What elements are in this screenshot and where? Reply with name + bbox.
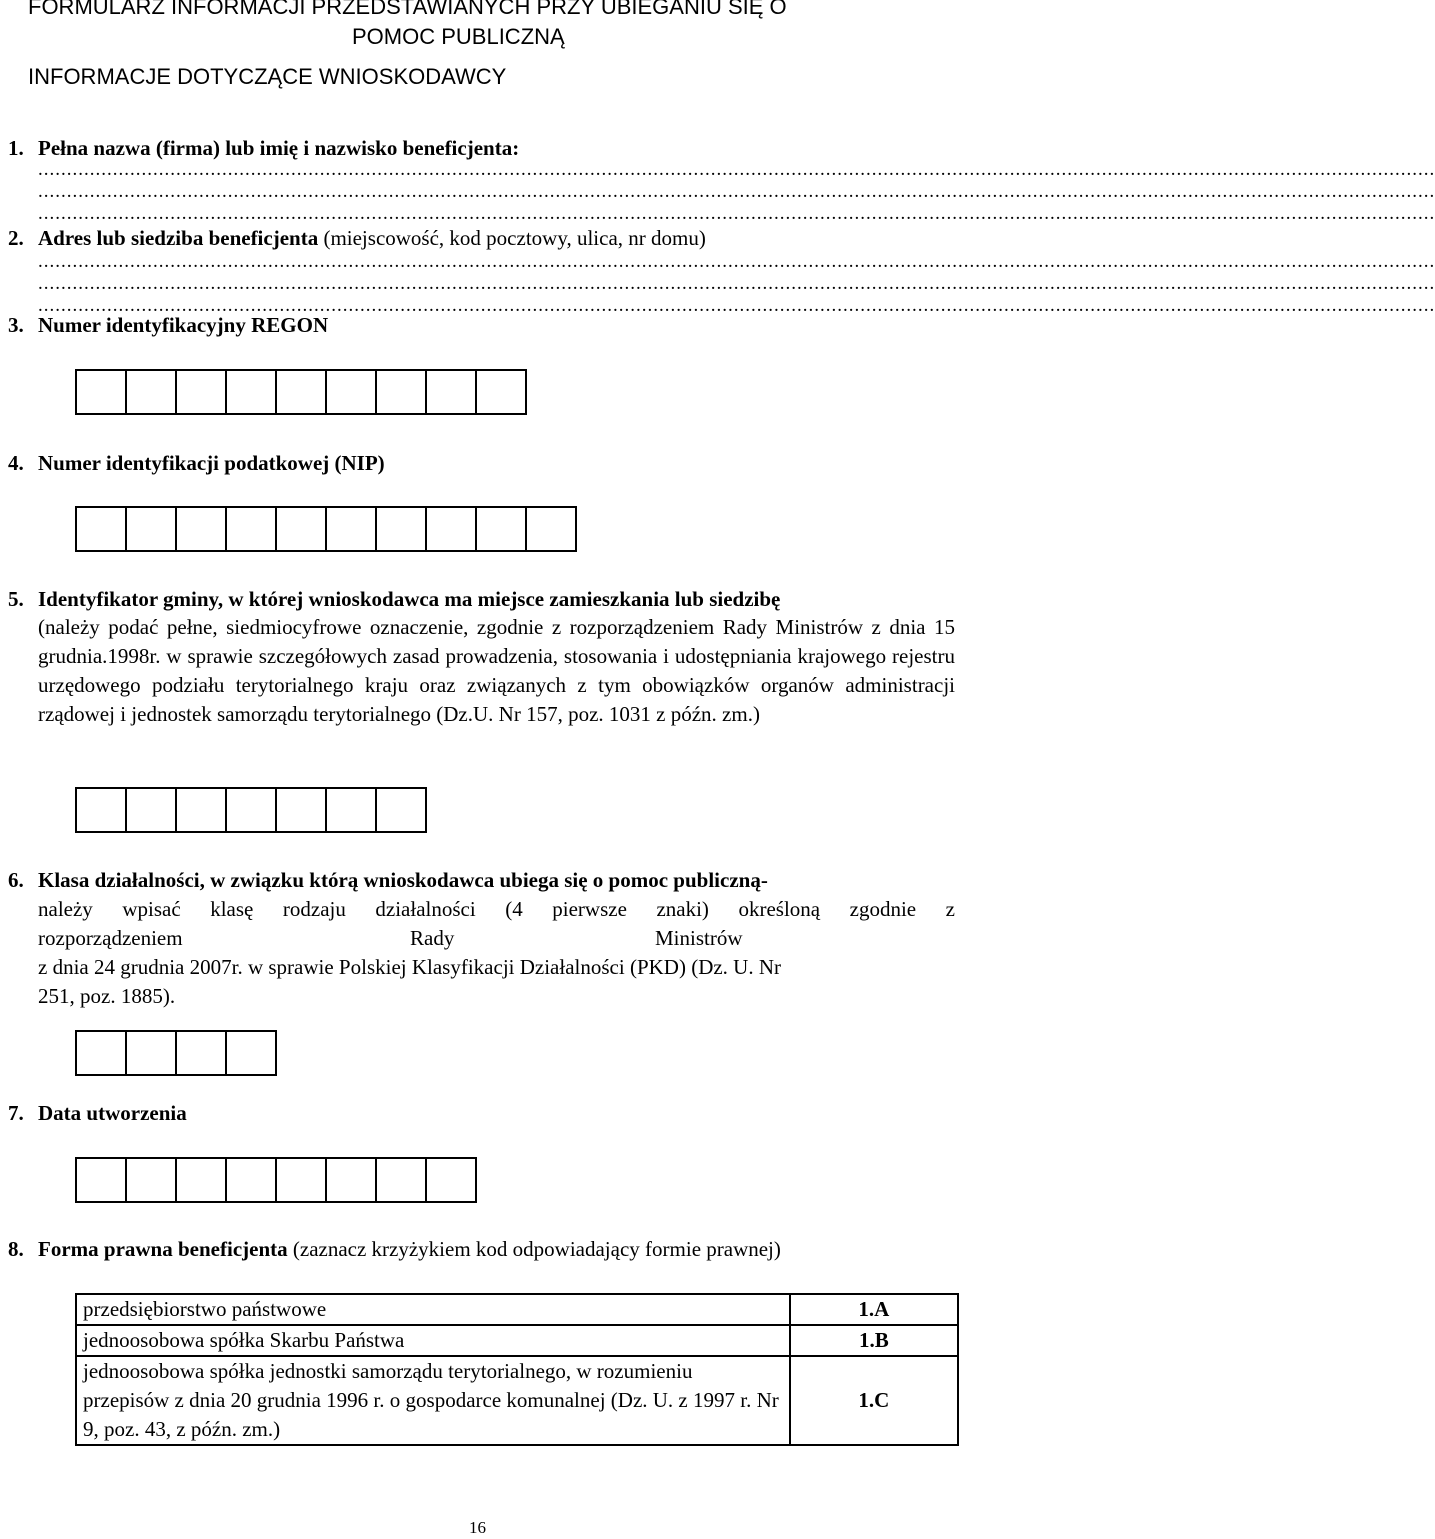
item-2-dotted-line[interactable]: ................................................................................................................................................................................................................................................... [38,251,1435,272]
digit-box[interactable] [425,1157,477,1203]
item-1-dotted-line[interactable]: ................................................................................................................................................................................................................................................... [38,159,1435,180]
item-4-number: 4. [8,451,24,475]
item-1-dotted-line[interactable]: ................................................................................................................................................................................................................................................... [38,181,1435,202]
item-6-line3-c: Ministrów [655,926,743,950]
digit-box[interactable] [225,369,277,415]
digit-box[interactable] [225,1157,277,1203]
legal-form-name: jednoosobowa spółka jednostki samorządu terytorialnego, w rozumieniu przepisów z dnia 20 grudnia 1996 r. o gospodarce komunalnej (Dz. U. z 1997 r. Nr 9, poz. 43, z późn. zm.) [76,1356,790,1445]
item-7-label: Data utworzenia [38,1101,187,1125]
digit-box[interactable] [225,1030,277,1076]
item-5-number: 5. [8,587,24,611]
digit-box[interactable] [425,506,477,552]
item-5-label: Identyfikator gminy, w której wnioskodawca ma miejsce zamieszkania lub siedzibę [38,587,781,611]
item-6-line3-b: Rady [410,926,455,950]
digit-box[interactable] [375,506,427,552]
digit-box[interactable] [475,369,527,415]
item-6-line2-text: należy wpisać klasę rodzaju działalności (4 pierwsze znaki) określoną zgodnie z [38,897,955,921]
item-2-paren: (miejscowość, kod pocztowy, ulica, nr domu) [323,226,706,250]
item-2-label-group [38,226,706,251]
digit-box[interactable] [125,369,177,415]
item-3-label: Numer identyfikacyjny REGON [38,313,329,337]
digit-box[interactable] [375,369,427,415]
page-number: 16 [469,1518,486,1537]
nip-boxes [75,506,577,552]
digit-box[interactable] [75,1157,127,1203]
legal-form-code[interactable]: 1.A [790,1294,958,1325]
digit-box[interactable] [275,1157,327,1203]
digit-box[interactable] [325,369,377,415]
legal-form-name: przedsiębiorstwo państwowe [76,1294,790,1325]
digit-box[interactable] [275,369,327,415]
item-4-label: Numer identyfikacji podatkowej (NIP) [38,451,385,475]
digit-box[interactable] [325,1157,377,1203]
item-6-line2 [38,897,955,922]
section-heading: INFORMACJE DOTYCZĄCE WNIOSKODAWCY [28,64,507,89]
item-6-line3-a: rozporządzeniem [38,926,183,950]
digit-box[interactable] [175,1030,227,1076]
digit-box[interactable] [225,787,277,833]
legal-form-table [75,1293,959,1446]
digit-box[interactable] [75,1030,127,1076]
digit-box[interactable] [525,506,577,552]
item-8-paren: (zaznacz krzyżykiem kod odpowiadający formie prawnej) [292,1237,781,1261]
legal-form-code[interactable]: 1.C [790,1356,958,1445]
legal-form-code[interactable]: 1.B [790,1325,958,1356]
regon-boxes [75,369,527,415]
item-8-number: 8. [8,1237,24,1261]
pkd-boxes [75,1030,277,1076]
digit-box[interactable] [325,506,377,552]
digit-box[interactable] [175,787,227,833]
creation-date-boxes [75,1157,477,1203]
digit-box[interactable] [75,787,127,833]
digit-box[interactable] [475,506,527,552]
digit-box[interactable] [125,506,177,552]
digit-box[interactable] [175,369,227,415]
item-1-number: 1. [8,136,24,160]
digit-box[interactable] [125,1157,177,1203]
item-7-number: 7. [8,1101,24,1125]
digit-box[interactable] [75,369,127,415]
digit-box[interactable] [175,506,227,552]
table-row[interactable] [76,1294,958,1325]
item-6-number: 6. [8,868,24,892]
item-6-label: Klasa działalności, w związku którą wnioskodawca ubiega się o pomoc publiczną- [38,868,768,892]
digit-box[interactable] [175,1157,227,1203]
item-2-number: 2. [8,226,24,250]
table-row[interactable] [76,1325,958,1356]
item-6-line5: 251, poz. 1885). [38,984,176,1008]
item-1-dotted-line[interactable]: ................................................................................................................................................................................................................................................... [38,203,1435,224]
item-8-label-group [38,1237,781,1262]
item-2-label: Adres lub siedziba beneficjenta [38,226,319,250]
digit-box[interactable] [375,787,427,833]
digit-box[interactable] [425,369,477,415]
digit-box[interactable] [275,506,327,552]
table-row[interactable] [76,1356,958,1445]
item-2-dotted-line[interactable]: ................................................................................................................................................................................................................................................... [38,273,1435,294]
form-title-line2: POMOC PUBLICZNĄ [352,24,565,49]
digit-box[interactable] [225,506,277,552]
gmina-boxes [75,787,427,833]
digit-box[interactable] [125,787,177,833]
form-title-line1: FORMULARZ INFORMACJI PRZEDSTAWIANYCH PRZY UBIEGANIU SIĘ O [28,0,787,19]
digit-box[interactable] [125,1030,177,1076]
item-8-label: Forma prawna beneficjenta [38,1237,288,1261]
item-3-number: 3. [8,313,24,337]
digit-box[interactable] [375,1157,427,1203]
digit-box[interactable] [325,787,377,833]
digit-box[interactable] [275,787,327,833]
item-6-line4: z dnia 24 grudnia 2007r. w sprawie Polskiej Klasyfikacji Działalności (PKD) (Dz. U. Nr [38,955,781,979]
item-5-description: (należy podać pełne, siedmiocyfrowe oznaczenie, zgodnie z rozporządzeniem Rady Ministrów z dnia 15 grudnia.1998r. w sprawie szczegółowych zasad prowadzenia, stosowania i udostępniania krajowego rejestru urzędowego podziału terytorialnego kraju oraz związanych z tym obowiązków organów administracji rządowej i jednostek samorządu terytorialnego (Dz.U. Nr 157, poz. 1031 z późn. zm.) [38,615,955,726]
legal-form-name: jednoosobowa spółka Skarbu Państwa [76,1325,790,1356]
item-1-label: Pełna nazwa (firma) lub imię i nazwisko beneficjenta: [38,136,520,160]
item-2-dotted-line[interactable]: ................................................................................................................................................................................................................................................... [38,295,1435,316]
digit-box[interactable] [75,506,127,552]
